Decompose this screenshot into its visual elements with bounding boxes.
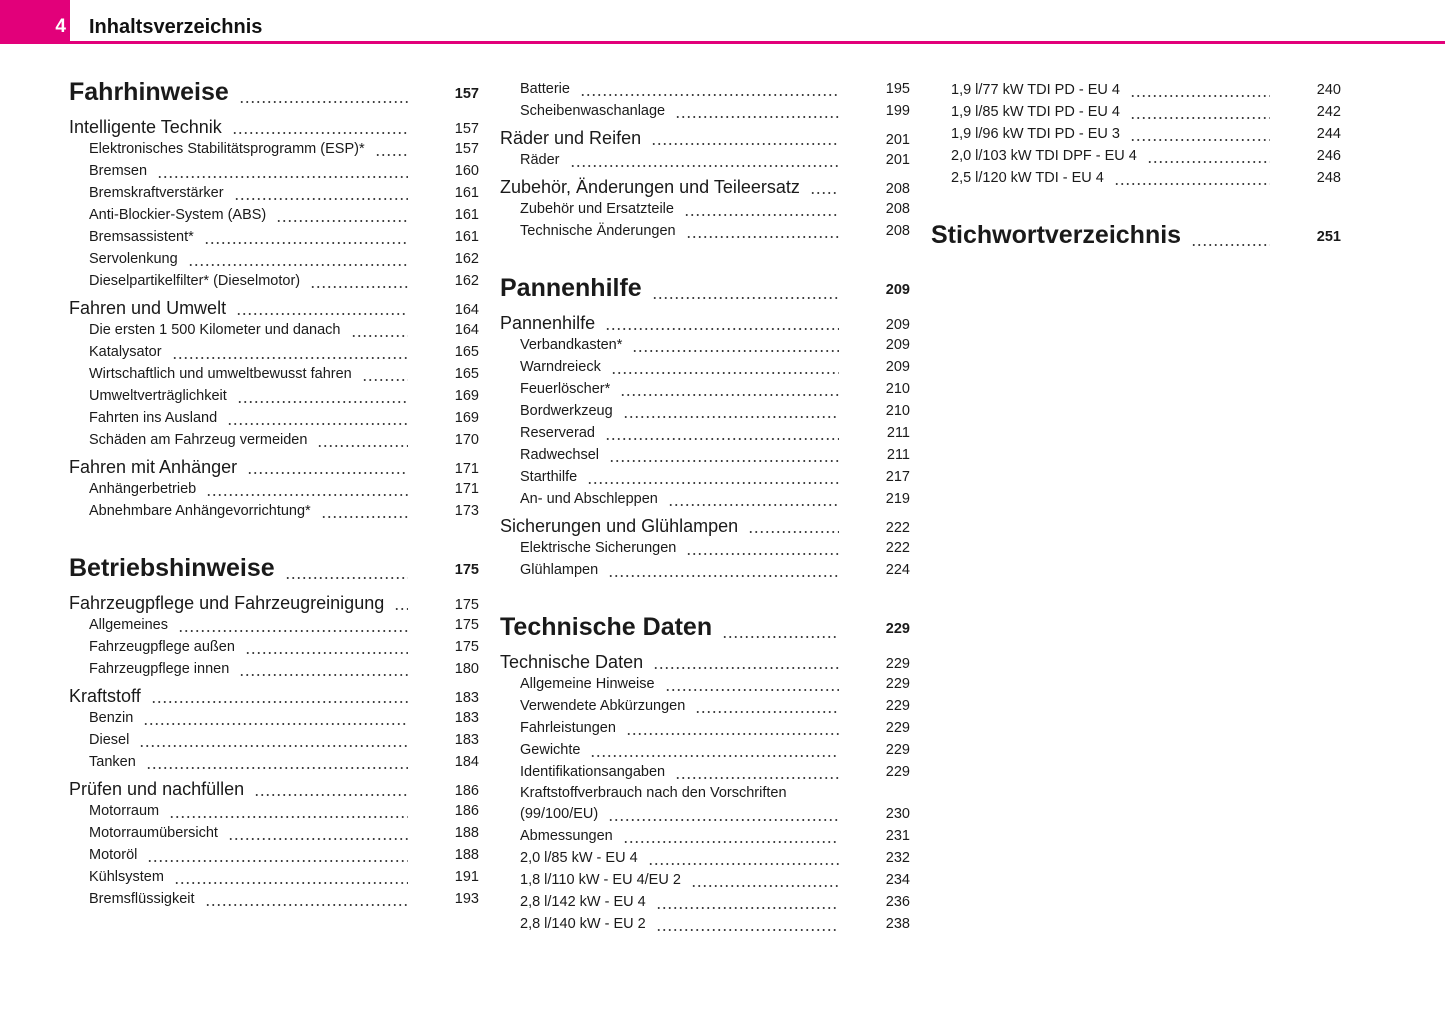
toc-entry[interactable] — [69, 138, 479, 160]
dot-leader — [1130, 79, 1270, 101]
toc-entry[interactable] — [500, 100, 910, 122]
toc-entry-line: Kraftstoffverbrauch nach den Vorschriften — [520, 785, 787, 801]
entry-title: Kühlsystem — [89, 869, 164, 885]
toc-entry[interactable] — [69, 866, 479, 888]
toc-section[interactable] — [69, 592, 479, 614]
page-number-ref: 169 — [454, 410, 479, 426]
page-number-ref: 188 — [454, 847, 479, 863]
entry-title: Fahrzeugpflege und Fahrzeugreinigung — [69, 592, 385, 613]
toc-section[interactable] — [500, 127, 910, 149]
dot-leader — [686, 537, 839, 559]
entry-title: Technische Daten — [500, 651, 644, 672]
toc-entry[interactable] — [931, 123, 1341, 145]
toc-entry[interactable] — [69, 500, 479, 522]
entry-title: Motorraum — [89, 803, 160, 819]
page-number-ref: 251 — [1316, 229, 1341, 245]
page-number-ref: 211 — [886, 447, 910, 463]
dot-leader — [605, 422, 839, 444]
entry-title: 2,0 l/103 kW TDI DPF - EU 4 — [951, 148, 1137, 164]
dot-leader — [1130, 123, 1270, 145]
entry-title: 1,9 l/85 kW TDI PD - EU 4 — [951, 104, 1120, 120]
dot-leader — [686, 220, 839, 242]
toc-entry[interactable] — [69, 319, 479, 341]
page-number-ref: 193 — [454, 891, 479, 907]
toc-entry[interactable] — [500, 761, 910, 783]
toc-section[interactable] — [69, 778, 479, 800]
page-number-ref: 188 — [454, 825, 479, 841]
dot-leader — [656, 913, 839, 935]
entry-title: Kraftstoff — [69, 685, 141, 706]
toc-chapter[interactable] — [500, 612, 910, 642]
dot-leader — [157, 160, 408, 182]
page-number-ref: 175 — [454, 562, 479, 578]
dot-leader — [394, 592, 408, 614]
toc-entry[interactable] — [500, 559, 910, 581]
entry-title: Verbandkasten* — [520, 337, 623, 353]
toc-chapter[interactable] — [69, 553, 479, 583]
dot-leader — [1114, 167, 1270, 189]
dot-leader — [362, 363, 408, 385]
toc-entry[interactable] — [500, 673, 910, 695]
toc-entry[interactable] — [500, 444, 910, 466]
dot-leader — [310, 270, 408, 292]
dot-leader — [204, 226, 408, 248]
toc-entry[interactable] — [500, 825, 910, 847]
page-number-ref: 171 — [454, 481, 479, 497]
page-number-ref: 219 — [885, 491, 910, 507]
entry-title: Elektrische Sicherungen — [520, 540, 677, 556]
entry-title: Fahrleistungen — [520, 720, 616, 736]
toc-entry[interactable] — [500, 803, 910, 825]
page-title: Inhaltsverzeichnis — [89, 16, 263, 38]
dot-leader — [188, 248, 408, 270]
toc-section[interactable] — [69, 116, 479, 138]
entry-title: Wirtschaftlich und umweltbewusst fahren — [89, 366, 352, 382]
dot-leader — [285, 557, 408, 579]
dot-leader — [609, 444, 839, 466]
dot-leader — [652, 277, 839, 299]
dot-leader — [151, 685, 408, 707]
entry-title: Benzin — [89, 710, 134, 726]
dot-leader — [236, 297, 408, 319]
page-number-ref: 183 — [454, 690, 479, 706]
page-number-ref: 161 — [454, 207, 479, 223]
toc-entry[interactable] — [69, 478, 479, 500]
dot-leader — [245, 636, 408, 658]
page-number-ref: 229 — [885, 720, 910, 736]
entry-title: Zubehör und Ersatzteile — [520, 201, 674, 217]
page-number-ref: 157 — [454, 121, 479, 137]
toc-entry[interactable] — [500, 537, 910, 559]
page-number-ref: 184 — [454, 754, 479, 770]
page-number-ref: 209 — [885, 317, 910, 333]
dot-leader — [239, 658, 408, 680]
toc-section[interactable] — [500, 176, 910, 198]
dot-leader — [169, 800, 408, 822]
dot-leader — [623, 825, 839, 847]
entry-title: Motoröl — [89, 847, 138, 863]
entry-title: Starthilfe — [520, 469, 578, 485]
page-number-ref: 208 — [885, 201, 910, 217]
toc-entry[interactable] — [500, 334, 910, 356]
toc-entry[interactable] — [500, 739, 910, 761]
header-rule — [0, 41, 1445, 44]
entry-title: Fahren mit Anhänger — [69, 456, 238, 477]
dot-leader — [691, 869, 839, 891]
entry-title: 1,8 l/110 kW - EU 4/EU 2 — [520, 872, 681, 888]
toc-section[interactable] — [500, 312, 910, 334]
page-number-ref: 211 — [886, 425, 910, 441]
entry-title: Schäden am Fahrzeug vermeiden — [89, 432, 308, 448]
toc-entry[interactable] — [500, 400, 910, 422]
dot-leader — [695, 695, 839, 717]
page-number-ref: 231 — [885, 828, 910, 844]
toc-entry[interactable] — [500, 891, 910, 913]
entry-title: Zubehör, Änderungen und Teileersatz — [500, 176, 800, 197]
entry-title: An- und Abschleppen — [520, 491, 658, 507]
toc-section[interactable] — [69, 685, 479, 707]
toc-entry[interactable] — [931, 167, 1341, 189]
page-number-ref: 210 — [885, 381, 910, 397]
toc-entry[interactable] — [931, 79, 1341, 101]
entry-title: Pannenhilfe — [500, 312, 596, 333]
page-number-ref: 191 — [454, 869, 479, 885]
page-number-ref: 210 — [885, 403, 910, 419]
toc-column-2 — [500, 78, 910, 935]
page-number-ref: 209 — [885, 359, 910, 375]
page-number-ref: 195 — [885, 81, 910, 97]
toc-entry[interactable] — [69, 248, 479, 270]
dot-leader — [321, 500, 408, 522]
toc-entry[interactable] — [69, 636, 479, 658]
page-number-ref: 161 — [454, 185, 479, 201]
toc-chapter[interactable] — [69, 77, 479, 107]
dot-leader — [206, 478, 408, 500]
dot-leader — [748, 515, 839, 537]
dot-leader — [143, 707, 408, 729]
page-number-ref: 175 — [454, 639, 479, 655]
dot-leader — [651, 127, 839, 149]
toc-chapter[interactable] — [500, 273, 910, 303]
entry-title: Die ersten 1 500 Kilometer und danach — [89, 322, 341, 338]
entry-title: Pannenhilfe — [500, 273, 642, 302]
toc-entry[interactable] — [69, 226, 479, 248]
toc-section[interactable] — [500, 651, 910, 673]
toc-entry[interactable] — [69, 341, 479, 363]
dot-leader — [247, 456, 408, 478]
page-number-ref: 165 — [454, 344, 479, 360]
page-number-ref: 169 — [454, 388, 479, 404]
toc-entry[interactable] — [69, 844, 479, 866]
dot-leader — [375, 138, 408, 160]
entry-title: Verwendete Abkürzungen — [520, 698, 686, 714]
entry-title: Betriebshinweise — [69, 553, 275, 582]
entry-title: Gewichte — [520, 742, 581, 758]
dot-leader — [146, 751, 408, 773]
toc-entry[interactable] — [500, 869, 910, 891]
entry-title: Prüfen und nachfüllen — [69, 778, 245, 799]
dot-leader — [684, 198, 839, 220]
entry-title: Fahrzeugpflege außen — [89, 639, 235, 655]
toc-entry[interactable] — [500, 488, 910, 510]
toc-entry[interactable] — [500, 198, 910, 220]
dot-leader — [611, 356, 839, 378]
dot-leader — [722, 616, 839, 638]
entry-title: Diesel — [89, 732, 130, 748]
entry-title: Scheibenwaschanlage — [520, 103, 666, 119]
dot-leader — [605, 312, 839, 334]
page-number-ref: 175 — [454, 597, 479, 613]
toc-entry[interactable] — [500, 913, 910, 935]
entry-title: Servolenkung — [89, 251, 178, 267]
page-number-ref: 161 — [454, 229, 479, 245]
page-number-ref: 232 — [885, 850, 910, 866]
toc-entry[interactable] — [69, 270, 479, 292]
dot-leader — [608, 803, 839, 825]
entry-title: Tanken — [89, 754, 136, 770]
page-number-ref: 229 — [885, 621, 910, 637]
dot-leader — [254, 778, 408, 800]
toc-entry[interactable] — [69, 800, 479, 822]
page-number-ref: 165 — [454, 366, 479, 382]
toc-entry[interactable] — [931, 145, 1341, 167]
entry-title: Glühlampen — [520, 562, 599, 578]
page-number-ref: 229 — [885, 764, 910, 780]
entry-title: Bremsflüssigkeit — [89, 891, 195, 907]
entry-title: 2,5 l/120 kW TDI - EU 4 — [951, 170, 1104, 186]
page-number-ref: 170 — [454, 432, 479, 448]
entry-title: Bremsassistent* — [89, 229, 194, 245]
toc-entry[interactable] — [500, 356, 910, 378]
entry-title: 2,8 l/142 kW - EU 4 — [520, 894, 646, 910]
page-number-ref: 242 — [1316, 104, 1341, 120]
page-number-ref: 183 — [454, 710, 479, 726]
dot-leader — [232, 116, 408, 138]
page-number-ref: 224 — [885, 562, 910, 578]
toc-entry[interactable] — [500, 466, 910, 488]
toc-entry[interactable] — [500, 378, 910, 400]
entry-title: Allgemeine Hinweise — [520, 676, 655, 692]
page-number-ref: 240 — [1316, 82, 1341, 98]
toc-column-1 — [69, 77, 479, 910]
page-number-ref: 201 — [885, 152, 910, 168]
toc-entry[interactable] — [931, 101, 1341, 123]
page-number-ref: 229 — [885, 742, 910, 758]
page-number-ref: 183 — [454, 732, 479, 748]
entry-title: Katalysator — [89, 344, 162, 360]
dot-leader — [656, 891, 839, 913]
entry-title: Bordwerkzeug — [520, 403, 613, 419]
page-number-ref: 157 — [454, 86, 479, 102]
page-number-ref: 173 — [454, 503, 479, 519]
toc-entry[interactable] — [69, 182, 479, 204]
page-number-ref: 162 — [454, 251, 479, 267]
entry-title: Technische Daten — [500, 612, 713, 641]
toc-entry[interactable] — [69, 204, 479, 226]
page-number-ref: 209 — [885, 282, 910, 298]
entry-title: Warndreieck — [520, 359, 601, 375]
page-number-ref: 164 — [454, 302, 479, 318]
toc-entry[interactable] — [69, 822, 479, 844]
entry-title: Identifikationsangaben — [520, 764, 666, 780]
toc-entry[interactable] — [500, 422, 910, 444]
page-number-ref: 222 — [885, 520, 910, 536]
toc-entry[interactable] — [69, 888, 479, 910]
toc-entry[interactable] — [69, 385, 479, 407]
dot-leader — [234, 182, 408, 204]
page-number-ref: 229 — [885, 676, 910, 692]
toc-chapter[interactable] — [931, 220, 1341, 250]
toc-entry[interactable] — [500, 847, 910, 869]
page-number-ref: 236 — [885, 894, 910, 910]
entry-title: 2,0 l/85 kW - EU 4 — [520, 850, 638, 866]
dot-leader — [174, 866, 408, 888]
toc-entry[interactable] — [500, 717, 910, 739]
entry-title: Bremsen — [89, 163, 148, 179]
dot-leader — [632, 334, 839, 356]
dot-leader — [276, 204, 408, 226]
entry-title: Räder und Reifen — [500, 127, 642, 148]
dot-leader — [147, 844, 408, 866]
page-number: 4 — [55, 16, 66, 37]
page-number-ref: 180 — [454, 661, 479, 677]
toc-section[interactable] — [500, 515, 910, 537]
entry-title: Dieselpartikelfilter* (Dieselmotor) — [89, 273, 301, 289]
entry-title: Feuerlöscher* — [520, 381, 611, 397]
dot-leader — [665, 673, 839, 695]
dot-leader — [570, 149, 840, 171]
entry-title: Abnehmbare Anhängevorrichtung* — [89, 503, 311, 519]
page-number-ref: 234 — [885, 872, 910, 888]
entry-title: Fahrzeugpflege innen — [89, 661, 230, 677]
toc-entry[interactable] — [69, 429, 479, 451]
dot-leader — [1191, 224, 1270, 246]
entry-title: Fahrten ins Ausland — [89, 410, 218, 426]
dot-leader — [668, 488, 839, 510]
dot-leader — [648, 847, 839, 869]
entry-title: Anti-Blockier-System (ABS) — [89, 207, 267, 223]
dot-leader — [205, 888, 408, 910]
entry-title: Fahrhinweise — [69, 77, 229, 106]
page-number-ref: 157 — [454, 141, 479, 157]
entry-title: Allgemeines — [89, 617, 168, 633]
dot-leader — [178, 614, 408, 636]
dot-leader — [239, 81, 408, 103]
page-number-ref: 248 — [1316, 170, 1341, 186]
dot-leader — [237, 385, 408, 407]
page-number-ref: 208 — [885, 223, 910, 239]
toc-entry[interactable] — [500, 78, 910, 100]
entry-title: 1,9 l/77 kW TDI PD - EU 4 — [951, 82, 1120, 98]
toc-entry[interactable] — [500, 149, 910, 171]
page-number-ref: 230 — [885, 806, 910, 822]
toc-entry[interactable] — [69, 707, 479, 729]
dot-leader — [590, 739, 839, 761]
entry-title: Technische Änderungen — [520, 223, 676, 239]
page-number-ref: 162 — [454, 273, 479, 289]
toc-entry[interactable] — [69, 751, 479, 773]
entry-title: Räder — [520, 152, 560, 168]
page-number-ref: 208 — [885, 181, 910, 197]
dot-leader — [317, 429, 408, 451]
entry-title: Abmessungen — [520, 828, 613, 844]
dot-leader — [675, 761, 839, 783]
toc-entry[interactable] — [69, 407, 479, 429]
page-number-ref: 164 — [454, 322, 479, 338]
dot-leader — [227, 407, 408, 429]
dot-leader — [810, 176, 839, 198]
dot-leader — [653, 651, 839, 673]
page-number-ref: 186 — [454, 783, 479, 799]
page-number-ref: 201 — [885, 132, 910, 148]
dot-leader — [587, 466, 839, 488]
page-number-ref: 186 — [454, 803, 479, 819]
page-number-ref: 209 — [885, 337, 910, 353]
toc-column-3 — [931, 79, 1341, 259]
dot-leader — [626, 717, 839, 739]
entry-title: Anhängerbetrieb — [89, 481, 197, 497]
page-number-ref: 199 — [885, 103, 910, 119]
entry-title: Sicherungen und Glühlampen — [500, 515, 739, 536]
page-number-ref: 238 — [885, 916, 910, 932]
dot-leader — [620, 378, 839, 400]
entry-title: Intelligente Technik — [69, 116, 222, 137]
dot-leader — [172, 341, 408, 363]
page-number-ref: 229 — [885, 698, 910, 714]
dot-leader — [623, 400, 839, 422]
entry-title: Elektronisches Stabilitätsprogramm (ESP)* — [89, 141, 365, 157]
toc-entry[interactable] — [69, 729, 479, 751]
entry-title: Reserverad — [520, 425, 595, 441]
entry-title: Bremskraftverstärker — [89, 185, 224, 201]
toc-entry[interactable] — [69, 614, 479, 636]
dot-leader — [1147, 145, 1270, 167]
dot-leader — [608, 559, 839, 581]
entry-title: (99/100/EU) — [520, 806, 599, 822]
entry-title: Fahren und Umwelt — [69, 297, 227, 318]
toc-section[interactable] — [69, 456, 479, 478]
page-number-ref: 171 — [454, 461, 479, 477]
dot-leader — [675, 100, 839, 122]
entry-title: Motorraumübersicht — [89, 825, 218, 841]
page-number-ref: 229 — [885, 656, 910, 672]
entry-title: Stichwortverzeichnis — [931, 220, 1182, 249]
page-number-ref: 222 — [885, 540, 910, 556]
toc-entry[interactable] — [500, 695, 910, 717]
page-number-ref: 246 — [1316, 148, 1341, 164]
page-number-ref: 217 — [885, 469, 910, 485]
toc-entry[interactable] — [500, 220, 910, 242]
dot-leader — [351, 319, 409, 341]
entry-title: Batterie — [520, 81, 570, 97]
toc-entry[interactable] — [69, 363, 479, 385]
dot-leader — [139, 729, 408, 751]
entry-title: 1,9 l/96 kW TDI PD - EU 3 — [951, 126, 1120, 142]
dot-leader — [580, 78, 839, 100]
entry-title: 2,8 l/140 kW - EU 2 — [520, 916, 646, 932]
toc-entry[interactable] — [69, 658, 479, 680]
dot-leader — [228, 822, 408, 844]
page-number-ref: 160 — [454, 163, 479, 179]
dot-leader — [1130, 101, 1270, 123]
toc-entry[interactable] — [69, 160, 479, 182]
page-number-ref: 244 — [1316, 126, 1341, 142]
toc-section[interactable] — [69, 297, 479, 319]
entry-title: Umweltverträglichkeit — [89, 388, 227, 404]
page-number-ref: 175 — [454, 617, 479, 633]
entry-title: Radwechsel — [520, 447, 599, 463]
